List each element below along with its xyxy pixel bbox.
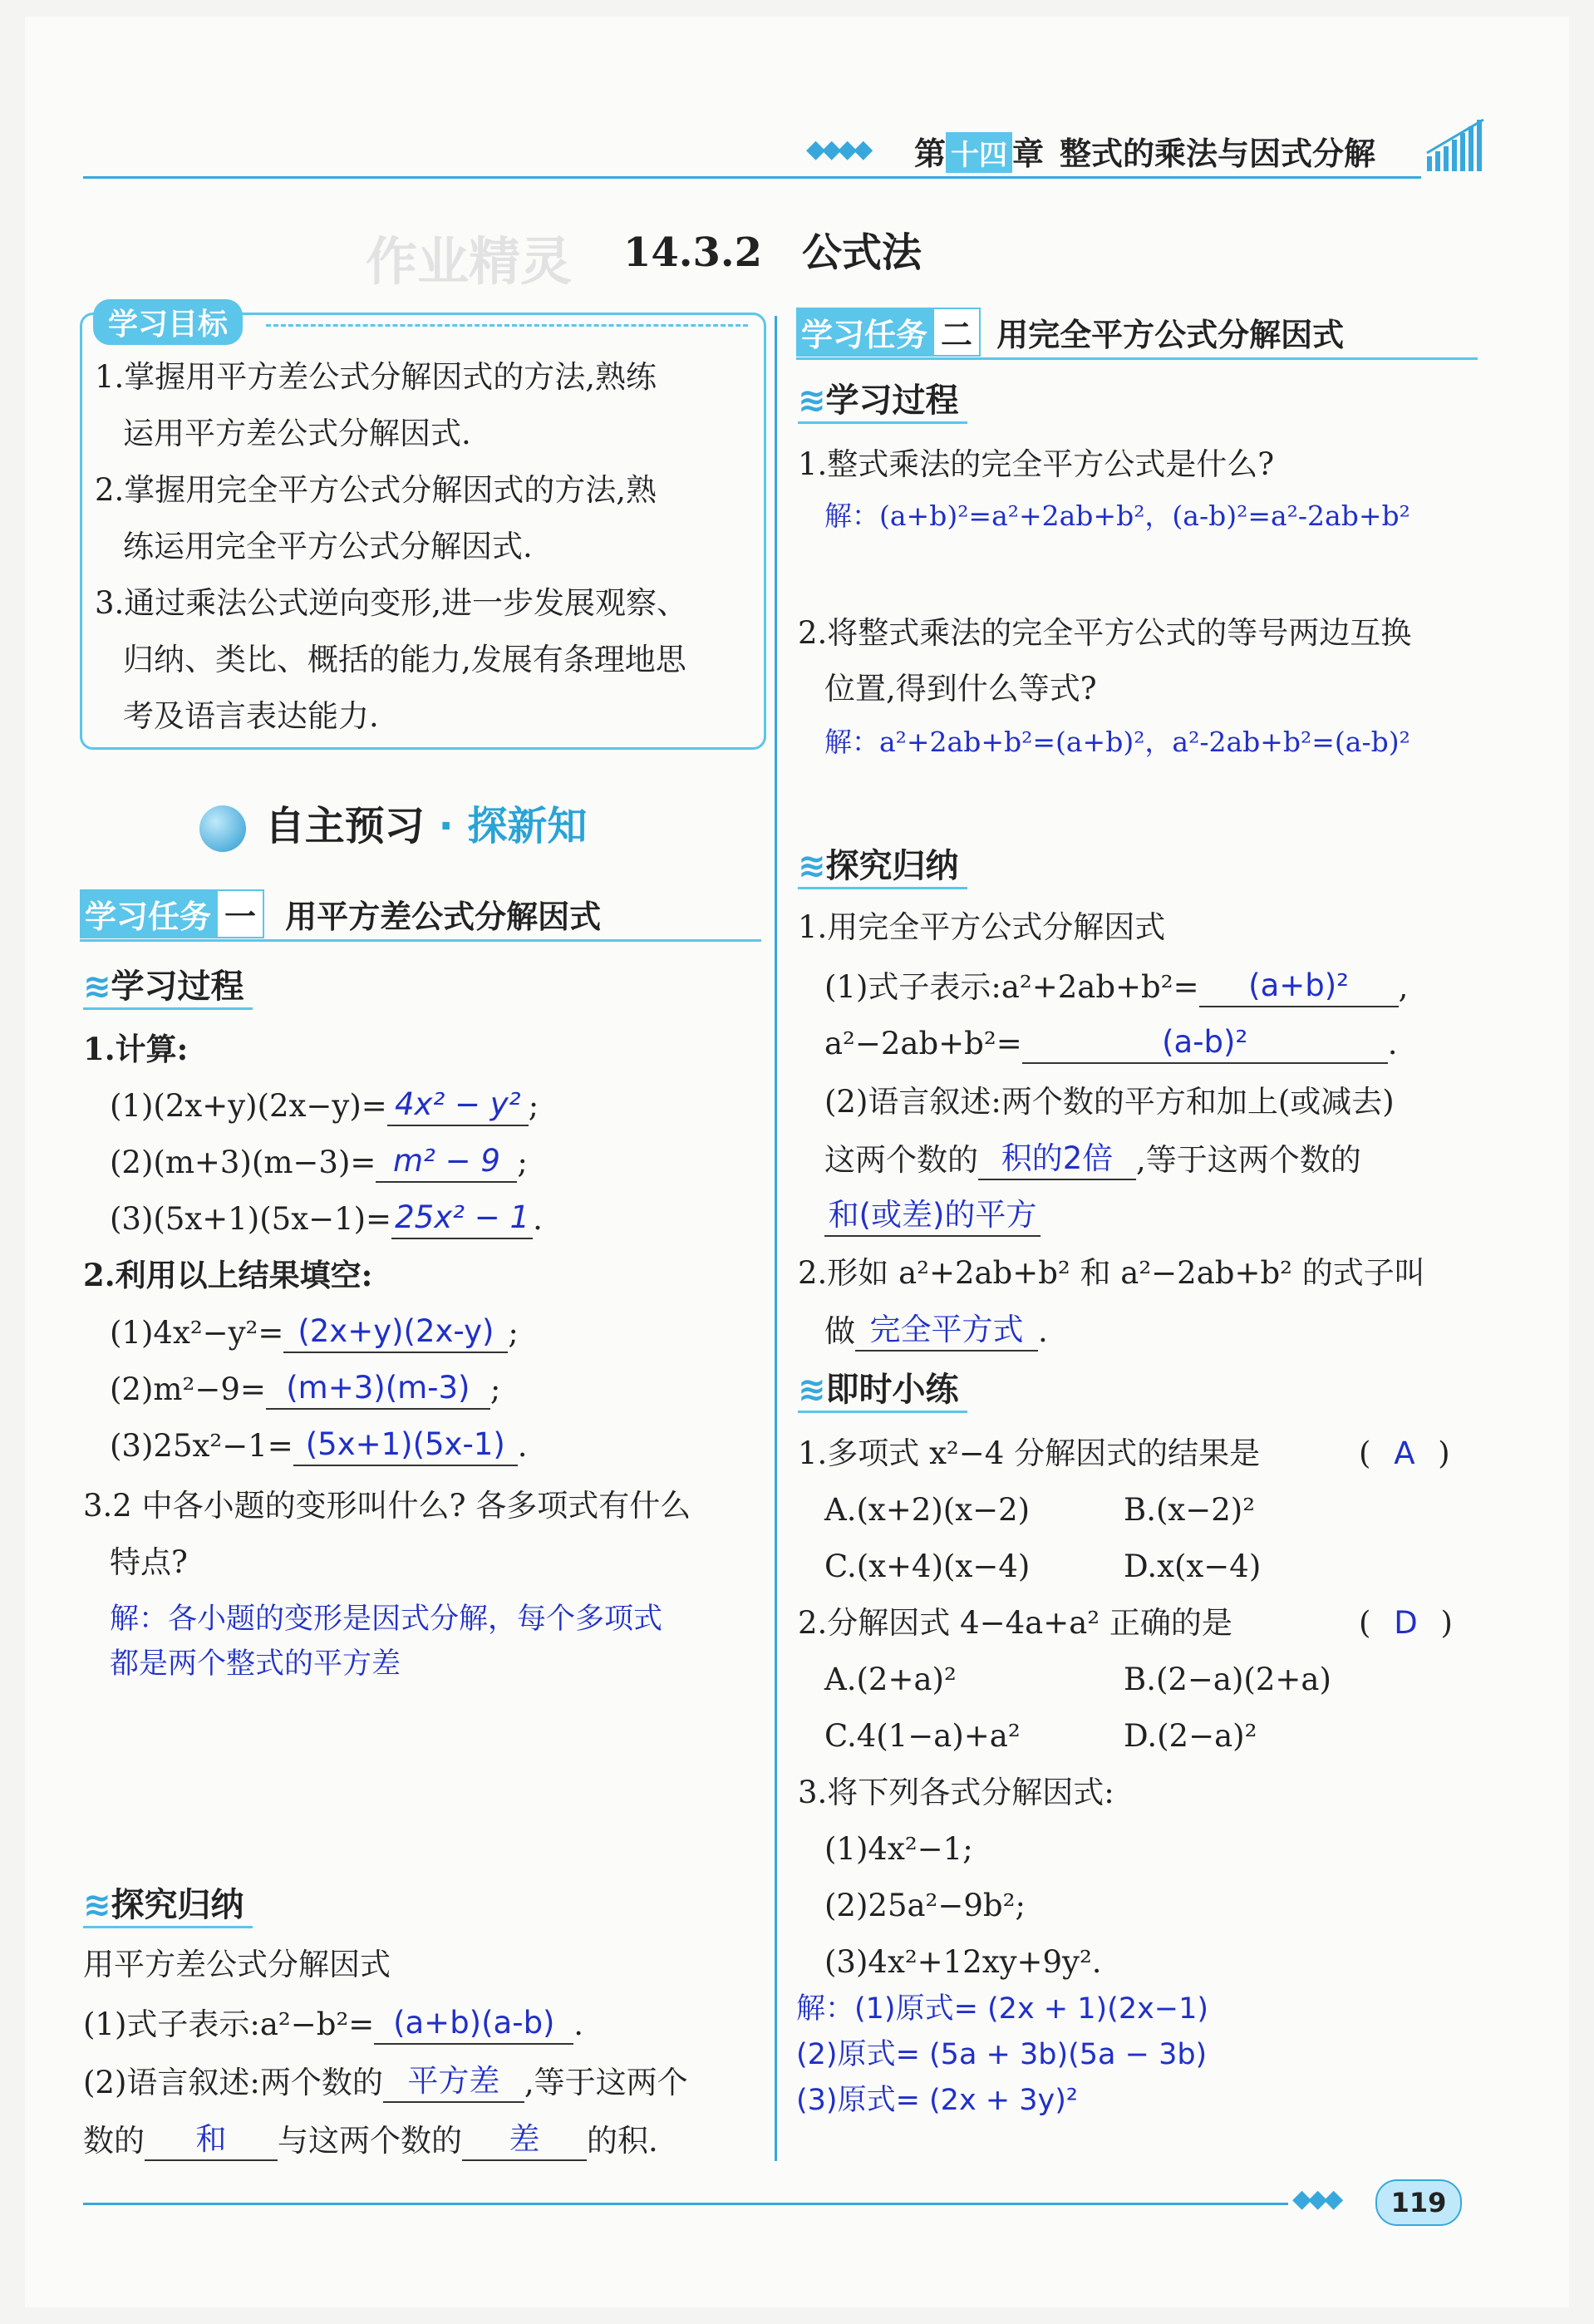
task1-explore-formula: (1)式子表示:a²−b²= (a+b)(a-b) .	[83, 2003, 583, 2045]
q2-item-3: (3)25x²−1= (5x+1)(5x-1) .	[110, 1425, 528, 1481]
task1-process-heading	[83, 960, 253, 1010]
task2-e3-answer-2: 和(或差)的平方	[824, 1195, 1041, 1237]
task2-explore-words-3	[824, 1195, 1041, 1237]
task1-explore-label: 探究归纳	[111, 1886, 244, 1924]
task2-q1: 1.整式乘法的完全平方公式是什么?	[798, 446, 1275, 482]
practice-q2-opt-d: D.(2−a)²	[1124, 1718, 1257, 1754]
practice-q2-answer: ( D )	[1359, 1605, 1453, 1641]
preview-title-b: 探新知	[467, 803, 588, 849]
goal-item-1-line1: 1.掌握用平方差公式分解因式的方法,熟练	[95, 359, 657, 395]
task1-e1-answer: (a+b)(a-b)	[374, 2003, 573, 2045]
task2-explore-heading	[798, 839, 967, 889]
goal-item-3-line1: 3.通过乘法公式逆向变形,进一步发展观察、	[95, 585, 688, 621]
task2-title: 用完全平方公式分解因式	[996, 317, 1345, 353]
practice-q2: 2.分解因式 4−4a+a² 正确的是	[798, 1605, 1232, 1641]
practice-q2-opt-c: C.4(1−a)+a²	[824, 1718, 1021, 1754]
globe-icon	[199, 805, 246, 852]
page-number: 119	[1390, 2187, 1447, 2218]
task2-num: 二	[932, 308, 981, 357]
task2-chip: 学习任务	[796, 308, 932, 357]
practice-q3-answer-2: (2)原式= (5a + 3b)(5a − 3b)	[796, 2038, 1208, 2071]
page-number-badge	[1375, 2179, 1462, 2226]
task1-q1: 1.计算:	[83, 1031, 189, 1067]
practice-q3-item-1: (1)4x²−1;	[824, 1831, 973, 1867]
task1-q3-line2: 特点?	[110, 1544, 188, 1580]
q2-item-2-answer: (m+3)(m-3)	[266, 1368, 490, 1410]
practice-q2-opt-b: B.(2−a)(2+a)	[1124, 1662, 1331, 1697]
task1-q3-answer-2: 都是两个整式的平方差	[110, 1647, 401, 1681]
task2-q2-answer: 解：a²+2ab+b²=(a+b)²，a²-2ab+b²=(a-b)²	[824, 726, 1410, 758]
chapter-prefix: 第	[914, 135, 947, 172]
task1-q3-answer-1: 解：各小题的变形是因式分解，每个多项式	[110, 1603, 663, 1636]
q1-item-1: (1)(2x+y)(2x−y)= 4x² − y² ;	[110, 1085, 543, 1141]
chapter-number: 十四	[946, 132, 1012, 173]
practice-q1-opt-b: B.(x−2)²	[1124, 1492, 1256, 1528]
task1-process-label: 学习过程	[111, 968, 244, 1006]
task1-header	[80, 889, 761, 942]
practice-q3-answer-3: (3)原式= (2x + 3y)²	[796, 2084, 1078, 2117]
task1-explore-words-2: 数的 和 与这两个数的 差 的积.	[83, 2120, 658, 2161]
task2-practice-label: 即时小练	[825, 1371, 959, 1409]
practice-q1-opt-c: C.(x+4)(x−4)	[824, 1549, 1031, 1584]
page	[25, 17, 1569, 2307]
task2-e3-answer: 积的2倍	[978, 1139, 1136, 1180]
task1-q3-line1: 3.2 中各小题的变形叫什么? 各多项式有什么	[83, 1488, 691, 1524]
q2-item-1-answer: (2x+y)(2x-y)	[283, 1312, 508, 1353]
task2-process-label: 学习过程	[825, 382, 959, 420]
task2-explore-title: 1.用完全平方公式分解因式	[798, 909, 1166, 945]
task1-e3-answer-1: 和	[145, 2120, 278, 2161]
q2-item-1: (1)4x²−y²= (2x+y)(2x-y) ;	[110, 1312, 528, 1368]
practice-q3-item-2: (2)25a²−9b²;	[824, 1888, 1026, 1923]
learning-goals-label: 学习目标	[93, 299, 243, 345]
goal-item-3-line2: 归纳、类比、概括的能力,发展有条理地思	[123, 642, 686, 677]
q2-item-2: (2)m²−9= (m+3)(m-3) ;	[110, 1368, 528, 1425]
task2-explore-formula-1: (1)式子表示:a²+2ab+b²= (a+b)² ,	[824, 966, 1408, 1007]
task2-e4-line1: 2.形如 a²+2ab+b² 和 a²−2ab+b² 的式子叫	[798, 1255, 1425, 1291]
preview-title-a: 自主预习	[264, 803, 425, 849]
practice-q2-opt-a: A.(2+a)²	[824, 1662, 957, 1697]
task2-process-heading	[798, 374, 967, 424]
q1-item-2-answer: m² − 9	[376, 1141, 517, 1183]
section-title: 14.3.2 公式法	[623, 229, 922, 276]
goal-item-1-line2: 运用平方差公式分解因式.	[123, 416, 471, 451]
task1-e2-answer: 平方差	[383, 2061, 524, 2103]
task1-explore-words-1: (2)语言叙述:两个数的 平方差 ,等于这两个	[83, 2061, 688, 2103]
task2-explore-words-2: 这两个数的 积的2倍 ,等于这两个数的	[824, 1139, 1361, 1180]
practice-q1: 1.多项式 x²−4 分解因式的结果是	[798, 1435, 1261, 1471]
header-diamonds-icon: ◆◆◆◆	[806, 135, 870, 164]
goal-item-2-line2: 练运用完全平方公式分解因式.	[123, 529, 533, 564]
book-icon: ≋	[798, 382, 826, 420]
task1-q2-items	[110, 1312, 528, 1481]
task2-explore-formula-2: a²−2ab+b²= (a-b)² .	[824, 1022, 1397, 1064]
book-icon: ≋	[798, 1371, 826, 1409]
task1-explore-intro: 用平方差公式分解因式	[83, 1947, 391, 1982]
task1-explore-heading	[83, 1878, 253, 1928]
practice-q1-answer: ( A )	[1359, 1435, 1450, 1471]
q1-item-1-answer: 4x² − y²	[387, 1085, 529, 1126]
chapter-suffix: 章	[1012, 135, 1045, 172]
task1-q2: 2.利用以上结果填空:	[83, 1257, 373, 1293]
task2-practice-heading	[798, 1363, 967, 1413]
column-divider	[775, 316, 777, 2161]
task2-explore-label: 探究归纳	[825, 847, 959, 885]
book-icon: ≋	[83, 1886, 111, 1924]
task2-e4-line2: 做 完全平方式 .	[824, 1310, 1048, 1352]
task2-q2-line2: 位置,得到什么等式?	[824, 671, 1097, 707]
practice-q3-item-3: (3)4x²+12xy+9y².	[824, 1944, 1102, 1980]
task2-q2-line1: 2.将整式乘法的完全平方公式的等号两边互换	[798, 615, 1412, 651]
goals-dash-line	[266, 324, 748, 327]
practice-q1-choice: A	[1394, 1435, 1415, 1471]
goal-item-3-line3: 考及语言表达能力.	[123, 698, 379, 734]
task1-e3-answer-2: 差	[462, 2120, 587, 2161]
task2-header	[796, 308, 1478, 360]
practice-q3: 3.将下列各式分解因式:	[798, 1775, 1114, 1810]
header	[83, 116, 1479, 183]
task1-title: 用平方差公式分解因式	[285, 899, 602, 935]
goal-item-2-line1: 2.掌握用完全平方公式分解因式的方法,熟	[95, 472, 657, 508]
footer-rule	[83, 2203, 1288, 2205]
practice-q2-choice: D	[1394, 1605, 1418, 1641]
task2-explore-words-1: (2)语言叙述:两个数的平方和加上(或减去)	[824, 1084, 1395, 1120]
footer-diamonds-icon: ◆◆◆	[1292, 2184, 1341, 2213]
book-icon: ≋	[83, 968, 111, 1006]
task1-q1-items	[110, 1085, 543, 1254]
header-rule	[83, 176, 1421, 179]
watermark: 作业精灵	[366, 231, 573, 292]
task2-e4-answer: 完全平方式	[855, 1310, 1038, 1352]
q1-item-3-answer: 25x² − 1	[391, 1198, 533, 1239]
practice-q1-opt-a: A.(x+2)(x−2)	[824, 1492, 1031, 1528]
q1-item-3: (3)(5x+1)(5x−1)= 25x² − 1 .	[110, 1198, 543, 1254]
preview-banner	[199, 794, 587, 852]
task1-num: 一	[216, 889, 264, 938]
goals-list	[95, 349, 687, 745]
chapter-title: 整式的乘法与因式分解	[1060, 135, 1376, 172]
q2-item-3-answer: (5x+1)(5x-1)	[293, 1425, 518, 1466]
book-icon: ≋	[798, 847, 826, 885]
preview-dot: ·	[438, 803, 454, 849]
practice-q3-answer-1: 解：(1)原式= (2x + 1)(2x−1)	[796, 1992, 1209, 2026]
task2-e2-answer: (a-b)²	[1022, 1022, 1388, 1064]
task2-q1-answer: 解：(a+b)²=a²+2ab+b²，(a-b)²=a²-2ab+b²	[824, 500, 1410, 532]
bar-chart-icon	[1425, 116, 1492, 175]
q1-item-2: (2)(m+3)(m−3)= m² − 9 ;	[110, 1141, 543, 1198]
header-chapter	[914, 128, 1044, 174]
practice-q1-opt-d: D.x(x−4)	[1124, 1549, 1262, 1584]
task1-chip: 学习任务	[80, 889, 216, 938]
task2-e1-answer: (a+b)²	[1199, 966, 1399, 1007]
